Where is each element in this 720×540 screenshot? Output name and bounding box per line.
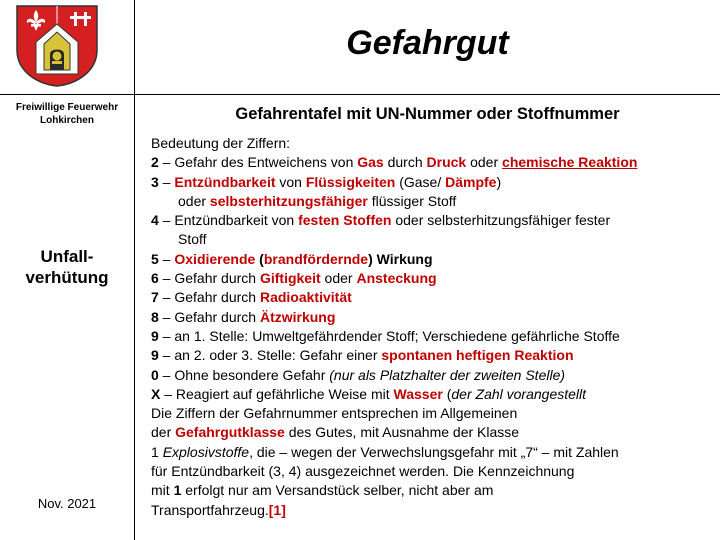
- paragraph-line: Transportfahrzeug.[1]: [151, 501, 286, 518]
- list-item-continuation: Stoff: [178, 231, 207, 248]
- list-item: 3 – Entzündbarkeit von Flüssigkeiten (Gase/ Dämpfe): [151, 173, 502, 190]
- paragraph-line: Die Ziffern der Gefahrnummer entsprechen im Allgemeinen: [151, 405, 518, 422]
- list-item: 6 – Gefahr durch Giftigkeit oder Ansteckung: [151, 270, 437, 287]
- paragraph-line: der Gefahrgutklasse des Gutes, mit Ausnahme der Klasse: [151, 424, 520, 441]
- list-item: 9 – an 2. oder 3. Stelle: Gefahr einer spontanen heftigen Reaktion: [151, 347, 574, 364]
- list-item: 9 – an 1. Stelle: Umweltgefährdender Stoff; Verschiedene gefährliche Stoffe: [151, 327, 620, 344]
- list-item: X – Reagiert auf gefährliche Weise mit Wasser (der Zahl vorangestellt: [151, 385, 587, 402]
- list-item: 0 – Ohne besondere Gefahr (nur als Platzhalter der zweiten Stelle): [151, 366, 566, 383]
- paragraph-line: mit 1 erfolgt nur am Versandstück selber, nicht aber am: [151, 482, 494, 499]
- list-item: 2 – Gefahr des Entweichens von Gas durch Druck oder chemische Reaktion: [151, 154, 638, 171]
- paragraph-line: für Entzündbarkeit (3, 4) ausgezeichnet werden. Die Kennzeichnung: [151, 463, 575, 480]
- list-item: 5 – Oxidierende (brandfördernde) Wirkung: [151, 250, 433, 267]
- header-divider: [0, 94, 720, 95]
- paragraph-line: 1 Explosivstoffe, die – wegen der Verwechslungsgefahr mit „7“ – mit Zahlen: [151, 443, 619, 460]
- section-title: Gefahrentafel mit UN-Nummer oder Stoffnummer: [235, 105, 620, 123]
- footnote-reference-link[interactable]: [1]: [268, 501, 286, 518]
- page-title: Gefahrgut: [346, 24, 509, 62]
- topic-label: Unfall- verhütung: [25, 247, 109, 287]
- list-item: 4 – Entzündbarkeit von festen Stoffen oder selbsterhitzungsfähiger fester: [151, 212, 611, 229]
- organization-name: Freiwillige Feuerwehr Lohkirchen: [15, 102, 119, 126]
- list-item: 8 – Gefahr durch Ätzwirkung: [151, 308, 336, 325]
- list-item-continuation: oder selbsterhitzungsfähiger flüssiger Stoff: [178, 192, 457, 209]
- list-item: 7 – Gefahr durch Radioaktivität: [151, 289, 352, 306]
- date-label: Nov. 2021: [37, 496, 97, 511]
- coat-of-arms-logo: [14, 4, 100, 88]
- intro-line: Bedeutung der Ziffern:: [151, 135, 291, 151]
- sidebar-divider: [134, 0, 135, 540]
- content-body: [151, 134, 717, 520]
